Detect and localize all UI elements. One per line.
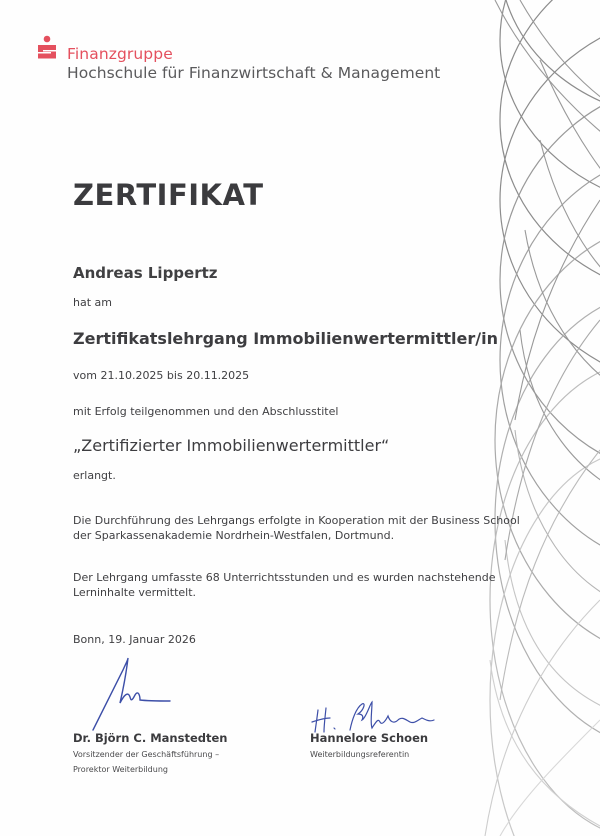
- signatory-1-role: [73, 747, 219, 777]
- certificate-title: ZERTIFIKAT: [73, 178, 264, 212]
- intro-text: hat am: [73, 296, 112, 309]
- signatory-2-role: Weiterbildungsreferentin: [310, 750, 410, 759]
- signatory-1-name: Dr. Björn C. Manstedten: [73, 731, 228, 745]
- brand-name: Finanzgruppe: [67, 45, 173, 63]
- course-period: vom 21.10.2025 bis 20.11.2025: [73, 369, 250, 382]
- handwritten-signature-icon: [310, 700, 440, 735]
- institution-name: Hochschule für Finanzwirtschaft & Management: [67, 64, 441, 82]
- participation-text: mit Erfolg teilgenommen und den Abschlusstitel: [73, 405, 339, 418]
- cooperation-line-2: der Sparkassenakademie Nordrhein-Westfalen, Dortmund.: [73, 529, 395, 542]
- signatory-1-role-line-1: Vorsitzender der Geschäftsführung –: [73, 750, 220, 759]
- obtained-text: erlangt.: [73, 469, 116, 482]
- scope-line-2: Lerninhalte vermittelt.: [73, 586, 197, 599]
- sparkasse-s-logo-icon: [37, 35, 57, 65]
- scope-paragraph: [73, 570, 496, 600]
- place-date: Bonn, 19. Januar 2026: [73, 633, 196, 646]
- degree-title: „Zertifizierter Immobilienwertermittler“: [73, 436, 390, 455]
- signatory-2-name: Hannelore Schoen: [310, 731, 429, 745]
- cooperation-line-1: Die Durchführung des Lehrgangs erfolgte in Kooperation mit der Business School: [73, 514, 520, 527]
- handwritten-signature-icon: [88, 655, 173, 735]
- scope-line-1: Der Lehrgang umfasste 68 Unterrichtsstunden und es wurden nachstehende: [73, 571, 496, 584]
- course-name: Zertifikatslehrgang Immobilienwertermittler/in: [73, 329, 498, 348]
- recipient-name: Andreas Lippertz: [73, 264, 218, 282]
- signatory-1-role-line-2: Prorektor Weiterbildung: [73, 765, 168, 774]
- cooperation-paragraph: [73, 513, 520, 543]
